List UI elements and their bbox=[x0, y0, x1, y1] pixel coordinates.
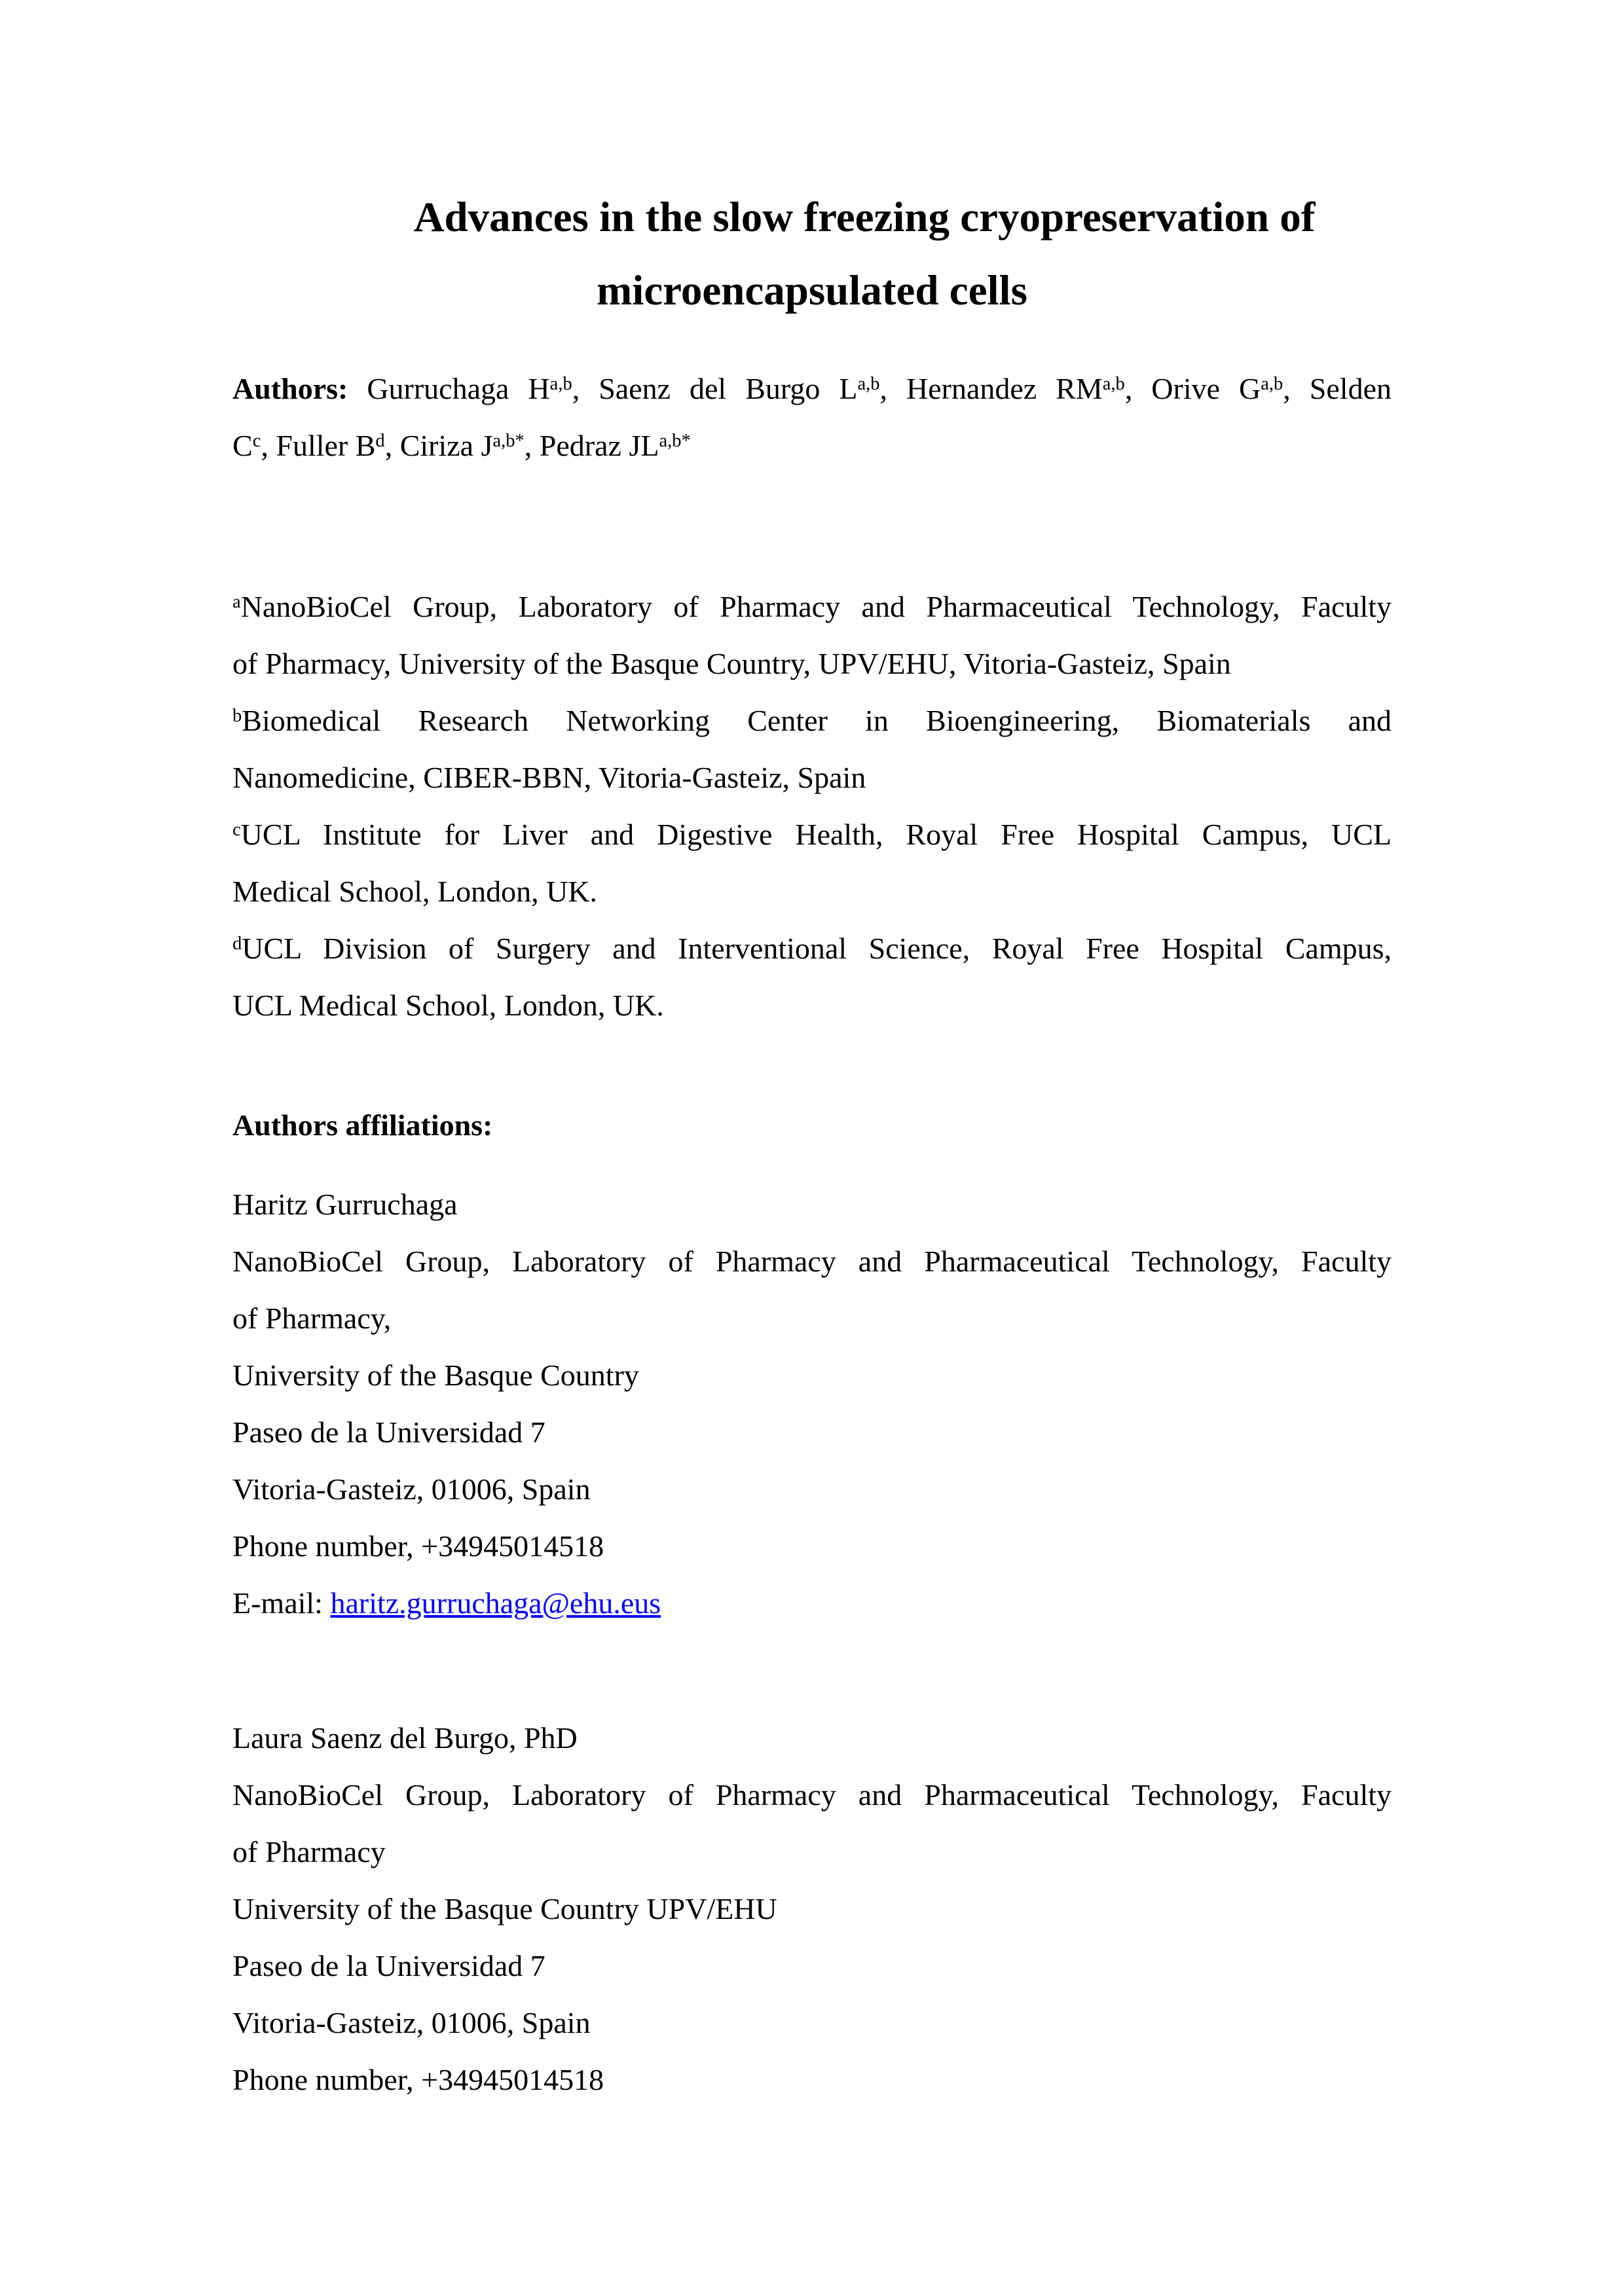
authors-byline bbox=[232, 360, 1392, 474]
contact-laura-saenz-del-burgo-line-7: Phone number, +34945014518 bbox=[232, 2063, 604, 2096]
superscript-affiliation-marker: a bbox=[232, 591, 241, 612]
affiliations-list bbox=[232, 578, 1392, 1034]
contact-haritz-gurruchaga bbox=[232, 1176, 1392, 1631]
authors-byline-line-2: $C^c$, Fuller $B^d$, Ciriza $J^{a,b*}$, Pedraz $JL^{a,b*}$ bbox=[232, 429, 691, 462]
affiliations-heading-block bbox=[232, 1097, 1392, 1154]
contact-haritz-gurruchaga-line-3: of Pharmacy, bbox=[232, 1302, 392, 1335]
superscript-affiliation-marker: a,b bbox=[1102, 373, 1125, 394]
superscript-affiliation-marker: d bbox=[375, 430, 385, 451]
affiliations-list-line-2: of Pharmacy, University of the Basque Country, UPV/EHU, Vitoria-Gasteiz, Spain bbox=[232, 647, 1231, 680]
contact-laura-saenz-del-burgo-line-2: NanoBioCel Group, Laboratory of Pharmacy and Pharmaceutical Technology, Faculty bbox=[232, 1778, 1392, 1812]
contact-laura-saenz-del-burgo-line-5: Paseo de la Universidad 7 bbox=[232, 1949, 545, 1982]
contact-haritz-gurruchaga-line-6: Vitoria-Gasteiz, 01006, Spain bbox=[232, 1472, 591, 1506]
affiliations-list-line-3: $^b$Biomedical Research Networking Center in Bioengineering, Biomaterials and bbox=[232, 704, 1392, 737]
superscript-affiliation-marker: b bbox=[232, 705, 242, 726]
superscript-affiliation-marker: a,b bbox=[1261, 373, 1283, 394]
contact-haritz-gurruchaga-line-1: Haritz Gurruchaga bbox=[232, 1188, 458, 1221]
superscript-affiliation-marker: a,b* bbox=[659, 430, 691, 451]
superscript-affiliation-marker: a,b* bbox=[492, 430, 525, 451]
superscript-affiliation-marker: c bbox=[232, 819, 241, 840]
contact-haritz-gurruchaga-line-7: Phone number, +34945014518 bbox=[232, 1529, 604, 1563]
contact-haritz-gurruchaga-line-2: NanoBioCel Group, Laboratory of Pharmacy and Pharmaceutical Technology, Faculty bbox=[232, 1245, 1392, 1278]
paper-title-line-1: Advances in the slow freezing cryopreservation of bbox=[413, 194, 1316, 241]
affiliations-list-line-8: UCL Medical School, London, UK. bbox=[232, 989, 664, 1022]
paper-title-line-2: microencapsulated cells bbox=[597, 267, 1027, 314]
affiliations-list-line-5: $^c$UCL Institute for Liver and Digestive Health, Royal Free Hospital Campus, UCL bbox=[232, 818, 1392, 851]
superscript-affiliation-marker: a,b bbox=[857, 373, 880, 394]
contact-laura-saenz-del-burgo-line-6: Vitoria-Gasteiz, 01006, Spain bbox=[232, 2006, 591, 2039]
authors-byline-line-1: Authors: Gurruchaga H$^{a,b}$, Saenz del Burgo L$^{a,b}$, Hernandez RM$^{a,b}$, Orive G$^{a,b}$, Selden bbox=[232, 372, 1392, 405]
affiliations-list-line-1: $^a$NanoBioCel Group, Laboratory of Pharmacy and Pharmaceutical Technology, Faculty bbox=[232, 590, 1392, 623]
contact-haritz-gurruchaga-line-8: E-mail: haritz.gurruchaga@ehu.eus bbox=[232, 1586, 661, 1620]
superscript-affiliation-marker: d bbox=[232, 933, 242, 954]
superscript-affiliation-marker: c bbox=[252, 430, 261, 451]
affiliations-list-line-6: Medical School, London, UK. bbox=[232, 875, 598, 908]
bold-label: Authors: bbox=[232, 372, 348, 405]
contact-laura-saenz-del-burgo bbox=[232, 1709, 1392, 2108]
contact-haritz-gurruchaga-line-5: Paseo de la Universidad 7 bbox=[232, 1415, 545, 1449]
paper-title bbox=[232, 181, 1392, 327]
contact-laura-saenz-del-burgo-line-4: University of the Basque Country UPV/EHU bbox=[232, 1892, 777, 1925]
affiliations-heading: Authors affiliations: bbox=[232, 1108, 493, 1142]
contact-laura-saenz-del-burgo-line-3: of Pharmacy bbox=[232, 1835, 386, 1868]
affiliations-list-line-7: $^d$UCL Division of Surgery and Interventional Science, Royal Free Hospital Campus, bbox=[232, 932, 1392, 965]
page-content bbox=[232, 0, 1392, 2108]
contact-haritz-gurruchaga-line-4: University of the Basque Country bbox=[232, 1358, 639, 1392]
email-link[interactable]: haritz.gurruchaga@ehu.eus bbox=[330, 1586, 661, 1620]
contact-laura-saenz-del-burgo-line-1: Laura Saenz del Burgo, PhD bbox=[232, 1721, 578, 1755]
affiliations-list-line-4: Nanomedicine, CIBER-BBN, Vitoria-Gasteiz, Spain bbox=[232, 761, 866, 794]
superscript-affiliation-marker: a,b bbox=[549, 373, 572, 394]
